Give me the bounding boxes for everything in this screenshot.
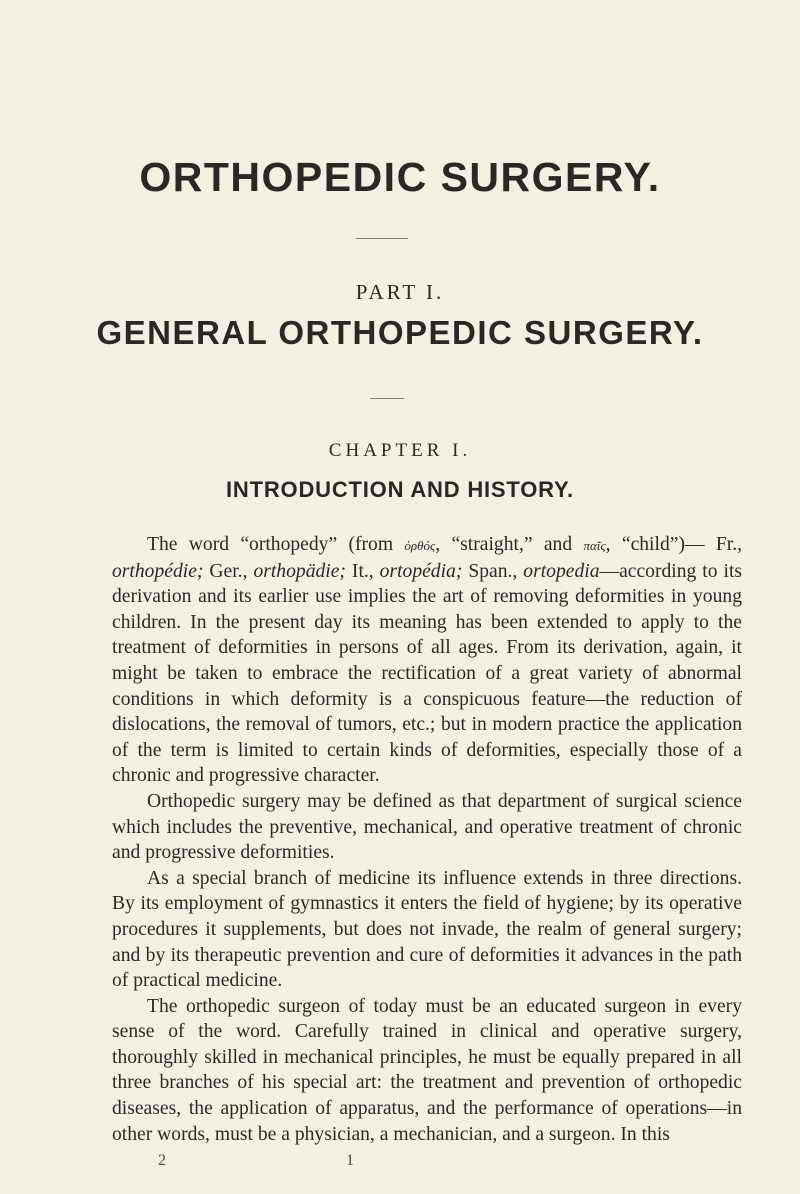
part-title: GENERAL ORTHOPEDIC SURGERY. [96,314,704,351]
book-title: ORTHOPEDIC SURGERY. [139,154,661,200]
p1-text-e: It., [345,560,380,582]
part-label: PART I. [355,280,445,304]
p1-text-c: , “child”)— Fr., [605,534,742,555]
p1-text-d: Ger., [203,560,254,582]
spanish-term: ortopedia [523,560,600,582]
p1-text-f: Span., [462,560,524,582]
p1-text-a: The word “orthopedy” (from [147,534,405,555]
chapter-title: INTRODUCTION AND HISTORY. [226,477,574,502]
paragraph-3: As a special branch of medicine its influence extends in three directions. By its employment of gymnastics it enters the field of hygiene; by its operative procedures it supplements, but does not invade, the realm of general surgery; and by its therapeutic prevention and cure of deformities it advances in the path of practical medicine. [112,867,742,992]
p1-text-b: , “straight,” and [435,534,584,555]
title-divider [356,238,408,239]
p1-text-g: —according to its derivation and its earlier use implies the art of removing deformities in young children. In the present day its meaning has been extended to apply to the treatment of deformities in persons of all ages. From its derivation, again, it might be taken to embrace the rectification of a great variety of abnormal conditions in which deformity is a conspicuous feature—the reduction of dislocations, the removal of tumors, etc.; but in modern practice the application of the term is limited to certain kinds of deformities, especially those of a chronic and progressive character. [112,560,743,787]
body-text [112,532,742,1147]
paragraph-1 [112,532,742,789]
chapter-label: CHAPTER I. [328,440,472,461]
german-term: orthopädie; [253,560,346,582]
page-number: 1 [346,1152,354,1169]
greek-pais: παῖς [583,538,606,553]
greek-orthos: ὀρθός [404,538,436,553]
signature-mark: 2 [158,1152,166,1169]
italian-term: ortopédia; [379,560,463,582]
french-term: orthopédie; [112,560,204,582]
paragraph-2: Orthopedic surgery may be defined as that department of surgical science which includes the preventive, mechanical, and operative treatment of chronic and progressive deformities. [112,790,742,864]
paragraph-4: The orthopedic surgeon of today must be an educated surgeon in every sense of the word. Carefully trained in clinical and operative surgery, thoroughly skilled in mechanical principles, he must be equally prepared in all three branches of his special art: the treatment and prevention of orthopedic diseases, the application of apparatus, and the performance of operations—in other words, must be a physician, a mechanician, and a surgeon. In this [112,995,742,1145]
part-divider [370,398,404,399]
